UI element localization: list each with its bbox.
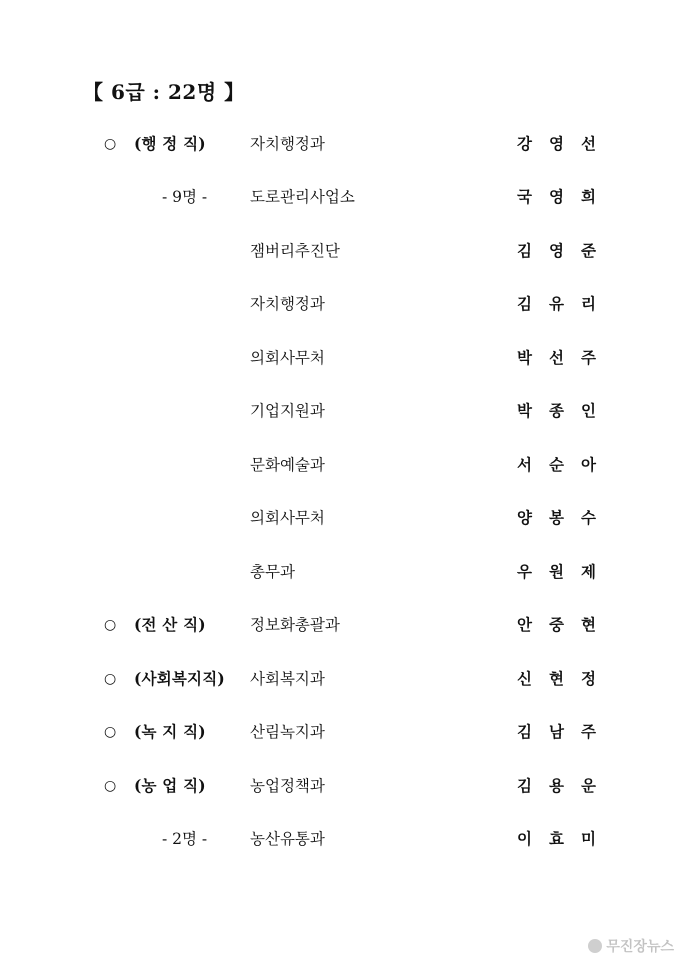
- person-name: 박종인: [517, 401, 613, 420]
- personnel-row: [0, 185, 680, 209]
- job-category: (행 정 직): [134, 134, 206, 153]
- personnel-row: [0, 560, 680, 584]
- department: 사회복지과: [250, 670, 325, 688]
- department: 의회사무처: [250, 349, 325, 367]
- personnel-row: [0, 720, 680, 744]
- person-name: 김영준: [517, 241, 613, 260]
- department: 의회사무처: [250, 509, 325, 527]
- person-name: 국영희: [517, 187, 613, 206]
- bullet-icon: ○: [104, 136, 117, 152]
- person-name: 김남주: [517, 722, 613, 741]
- person-name: 강영선: [517, 134, 613, 153]
- person-name: 서순아: [517, 455, 613, 474]
- department: 자치행정과: [250, 135, 325, 153]
- logo-icon: [588, 939, 602, 953]
- headcount: - 9명 -: [162, 188, 208, 206]
- personnel-row: [0, 506, 680, 530]
- personnel-row: [0, 774, 680, 798]
- person-name: 김유리: [517, 294, 613, 313]
- person-name: 우원제: [517, 562, 613, 581]
- person-name: 김용운: [517, 776, 613, 795]
- personnel-row: [0, 399, 680, 423]
- personnel-row: [0, 827, 680, 851]
- personnel-row: [0, 292, 680, 316]
- department: 총무과: [250, 563, 295, 581]
- person-name: 안중현: [517, 615, 613, 634]
- person-name: 양봉수: [517, 508, 613, 527]
- department: 농업정책과: [250, 777, 325, 795]
- personnel-row: [0, 613, 680, 637]
- watermark-text: 무진장뉴스: [606, 939, 674, 955]
- watermark: [588, 936, 674, 956]
- personnel-row: [0, 667, 680, 691]
- person-name: 이효미: [517, 829, 613, 848]
- department: 자치행정과: [250, 295, 325, 313]
- department: 농산유통과: [250, 830, 325, 848]
- department: 기업지원과: [250, 402, 325, 420]
- department: 잼버리추진단: [250, 242, 340, 260]
- personnel-row: [0, 453, 680, 477]
- personnel-row: [0, 239, 680, 263]
- bullet-icon: ○: [104, 617, 117, 633]
- job-category: (농 업 직): [134, 776, 206, 795]
- job-category: (사회복지직): [134, 669, 225, 688]
- job-category: (녹 지 직): [134, 722, 206, 741]
- department: 산림녹지과: [250, 723, 325, 741]
- department: 도로관리사업소: [250, 188, 355, 206]
- bullet-icon: ○: [104, 778, 117, 794]
- headcount: - 2명 -: [162, 830, 208, 848]
- person-name: 박선주: [517, 348, 613, 367]
- bullet-icon: ○: [104, 724, 117, 740]
- personnel-row: [0, 346, 680, 370]
- department: 정보화총괄과: [250, 616, 340, 634]
- job-category: (전 산 직): [134, 615, 206, 634]
- bullet-icon: ○: [104, 671, 117, 687]
- person-name: 신현정: [517, 669, 613, 688]
- section-heading: 【 6급 : 22명 】: [83, 80, 245, 104]
- personnel-row: [0, 132, 680, 156]
- department: 문화예술과: [250, 456, 325, 474]
